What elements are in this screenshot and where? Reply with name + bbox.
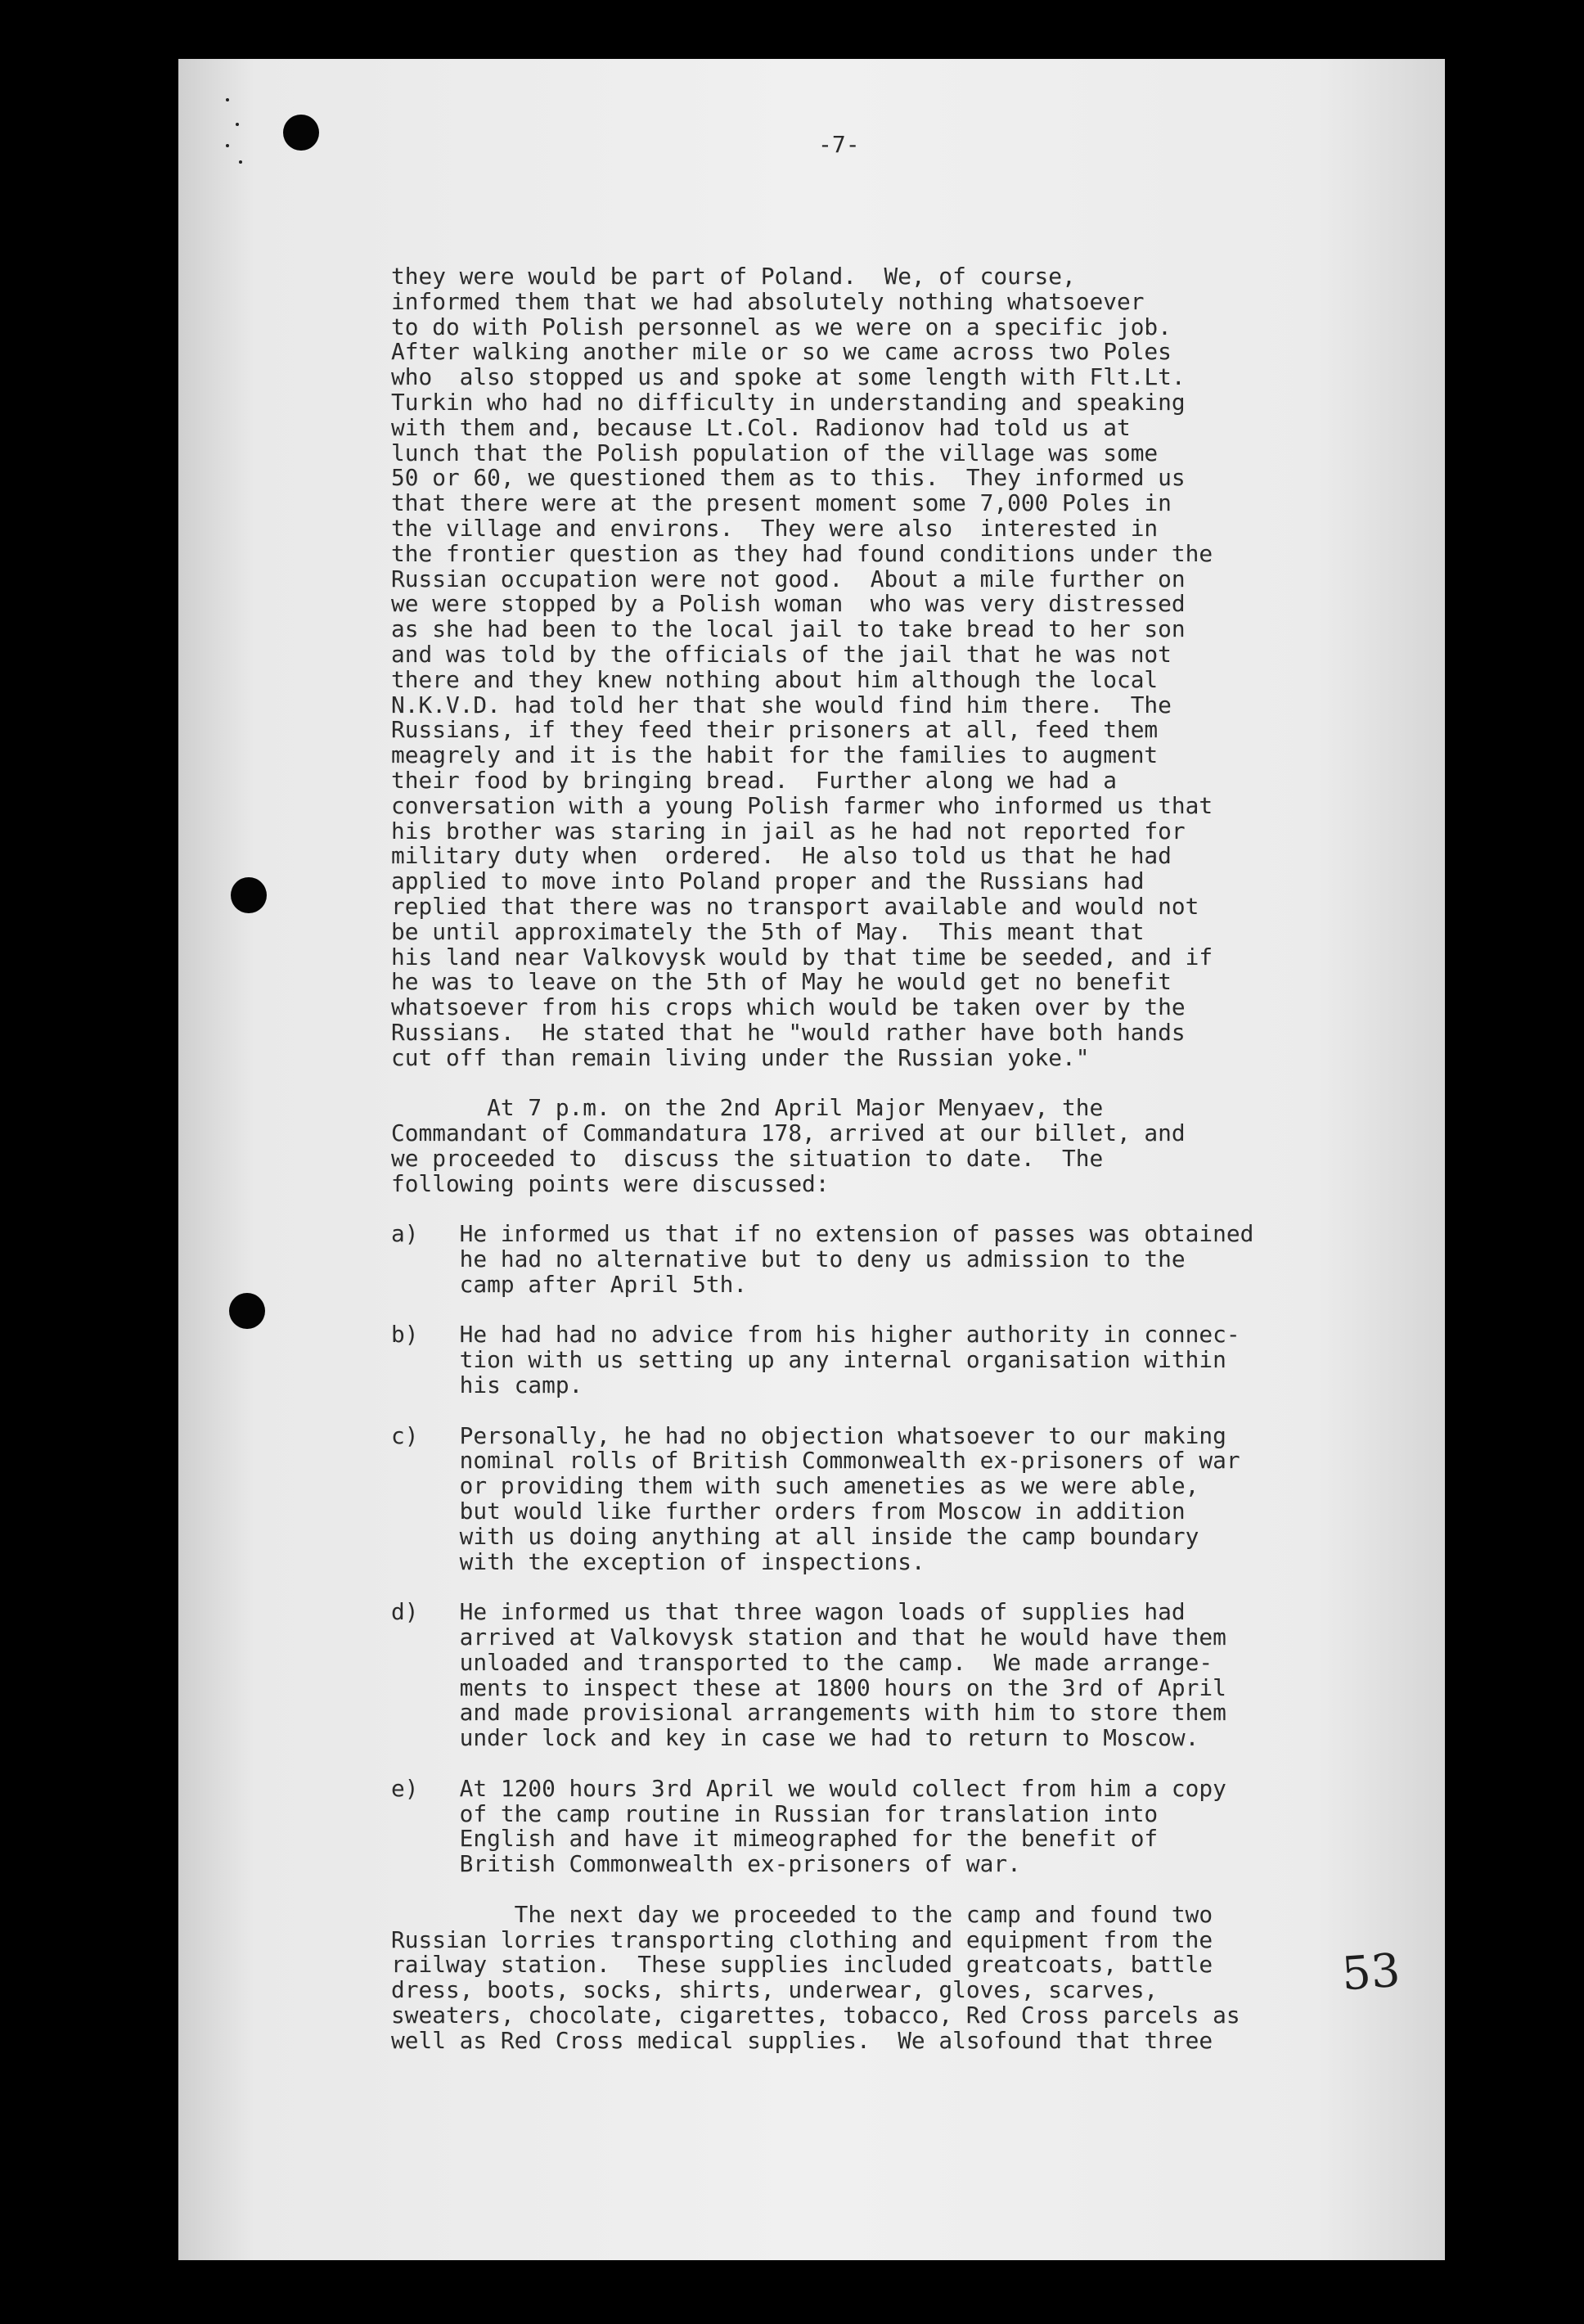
blank-line (391, 1196, 1348, 1222)
text-line: railway station. These supplies included greatcoats, battle (391, 1951, 1213, 1979)
text-line: their food by bringing bread. Further along we had a (391, 766, 1117, 794)
folio-number: 53 (1339, 1943, 1402, 2002)
text-line: a) He informed us that if no extension of passes was obtained (391, 1220, 1254, 1248)
text-line: Russians, if they feed their prisoners at all, feed them (391, 716, 1159, 744)
text-line: and was told by the officials of the jail that he was not (391, 640, 1172, 668)
text-line: At 7 p.m. on the 2nd April Major Menyaev, the (391, 1094, 1104, 1122)
text-line: lunch that the Polish population of the village was some (391, 439, 1159, 466)
speck-mark (226, 144, 229, 147)
text-line: camp after April 5th. (391, 1270, 748, 1298)
text-line: conversation with a young Polish farmer who informed us that (391, 791, 1213, 819)
text-line: with the exception of inspections. (391, 1547, 925, 1575)
text-line: Russian lorries transporting clothing and equipment from the (391, 1925, 1213, 1953)
text-line: N.K.V.D. had told her that she would find him there. The (391, 691, 1172, 718)
text-line: nominal rolls of British Commonwealth ex-prisoners of war (391, 1447, 1240, 1475)
text-line: we proceeded to discuss the situation to date. The (391, 1144, 1104, 1172)
text-line: Russian occupation were not good. About a mile further on (391, 565, 1186, 592)
text-line: he had no alternative but to deny us admission to the (391, 1245, 1186, 1273)
blank-line (391, 1298, 1348, 1323)
text-line: and made provisional arrangements with him to store them (391, 1699, 1226, 1727)
text-line: applied to move into Poland proper and the Russians had (391, 867, 1145, 895)
blank-line (391, 1398, 1348, 1424)
text-line: well as Red Cross medical supplies. We alsofound that three (391, 2026, 1213, 2054)
text-line: After walking another mile or so we came across two Poles (391, 338, 1172, 366)
page-number: -7- (818, 131, 860, 158)
text-line: The next day we proceeded to the camp and found two (391, 1900, 1213, 1928)
body-text (391, 264, 1348, 2054)
text-line: unloaded and transported to the camp. We made arrange- (391, 1648, 1213, 1676)
text-line: be until approximately the 5th of May. This meant that (391, 917, 1145, 945)
text-line: we were stopped by a Polish woman who was very distressed (391, 590, 1186, 618)
text-line: military duty when ordered. He also told us that he had (391, 842, 1172, 870)
text-line: or providing them with such ameneties as we were able, (391, 1472, 1199, 1500)
text-line: he was to leave on the 5th of May he would get no benefit (391, 968, 1172, 996)
text-line: of the camp routine in Russian for translation into (391, 1799, 1159, 1827)
text-line: b) He had had no advice from his higher authority in connec- (391, 1321, 1240, 1349)
text-line: e) At 1200 hours 3rd April we would collect from him a copy (391, 1774, 1226, 1802)
text-line: there and they knew nothing about him although the local (391, 665, 1159, 693)
text-line: his camp. (391, 1371, 583, 1399)
text-line: arrived at Valkovysk station and that he would have them (391, 1624, 1226, 1651)
punch-hole (283, 115, 319, 151)
text-line: sweaters, chocolate, cigarettes, tobacco, Red Cross parcels as (391, 2001, 1240, 2029)
speck-mark (239, 160, 242, 164)
text-line: ments to inspect these at 1800 hours on the 3rd of April (391, 1673, 1226, 1701)
text-line: cut off than remain living under the Russian yoke." (391, 1043, 1090, 1071)
punch-hole (229, 1293, 265, 1329)
text-line: 50 or 60, we questioned them as to this. They informed us (391, 464, 1186, 492)
blank-line (391, 1574, 1348, 1600)
blank-line (391, 1877, 1348, 1903)
speck-mark (236, 123, 239, 126)
text-line: Turkin who had no difficulty in understanding and speaking (391, 388, 1186, 416)
text-line: d) He informed us that three wagon loads of supplies had (391, 1598, 1186, 1626)
text-line: Commandant of Commandatura 178, arrived at our billet, and (391, 1119, 1186, 1147)
text-line: but would like further orders from Moscow in addition (391, 1498, 1186, 1525)
text-line: replied that there was no transport available and would not (391, 892, 1199, 920)
speck-mark (226, 98, 229, 101)
text-line: under lock and key in case we had to return to Moscow. (391, 1724, 1199, 1752)
text-line: the frontier question as they had found conditions under the (391, 539, 1213, 567)
text-line: to do with Polish personnel as we were on a specific job. (391, 313, 1172, 340)
blank-line (391, 1751, 1348, 1777)
text-line: dress, boots, socks, shirts, underwear, gloves, scarves, (391, 1976, 1159, 2004)
text-line: who also stopped us and spoke at some length with Flt.Lt. (391, 363, 1186, 391)
text-line: following points were discussed: (391, 1169, 830, 1197)
text-line: c) Personally, he had no objection whatsoever to our making (391, 1421, 1226, 1449)
text-line: as she had been to the local jail to take bread to her son (391, 615, 1186, 643)
text-line: meagrely and it is the habit for the families to augment (391, 741, 1159, 769)
blank-line (391, 1071, 1348, 1097)
text-line: his brother was staring in jail as he had not reported for (391, 817, 1186, 844)
text-line: Russians. He stated that he "would rather have both hands (391, 1018, 1186, 1046)
punch-hole (231, 877, 267, 913)
text-line: whatsoever from his crops which would be taken over by the (391, 993, 1186, 1021)
text-line: with us doing anything at all inside the camp boundary (391, 1522, 1199, 1550)
text-line: his land near Valkovysk would by that time be seeded, and if (391, 943, 1213, 971)
text-line: English and have it mimeographed for the benefit of (391, 1825, 1159, 1853)
text-line: with them and, because Lt.Col. Radionov had told us at (391, 413, 1131, 441)
text-line: informed them that we had absolutely nothing whatsoever (391, 287, 1145, 315)
text-line: British Commonwealth ex-prisoners of war. (391, 1850, 1021, 1878)
text-line: the village and environs. They were also interested in (391, 514, 1159, 542)
text-line: that there were at the present moment some 7,000 Poles in (391, 489, 1172, 517)
text-line: they were would be part of Poland. We, of course, (391, 263, 1076, 290)
text-line: tion with us setting up any internal organisation within (391, 1346, 1226, 1374)
